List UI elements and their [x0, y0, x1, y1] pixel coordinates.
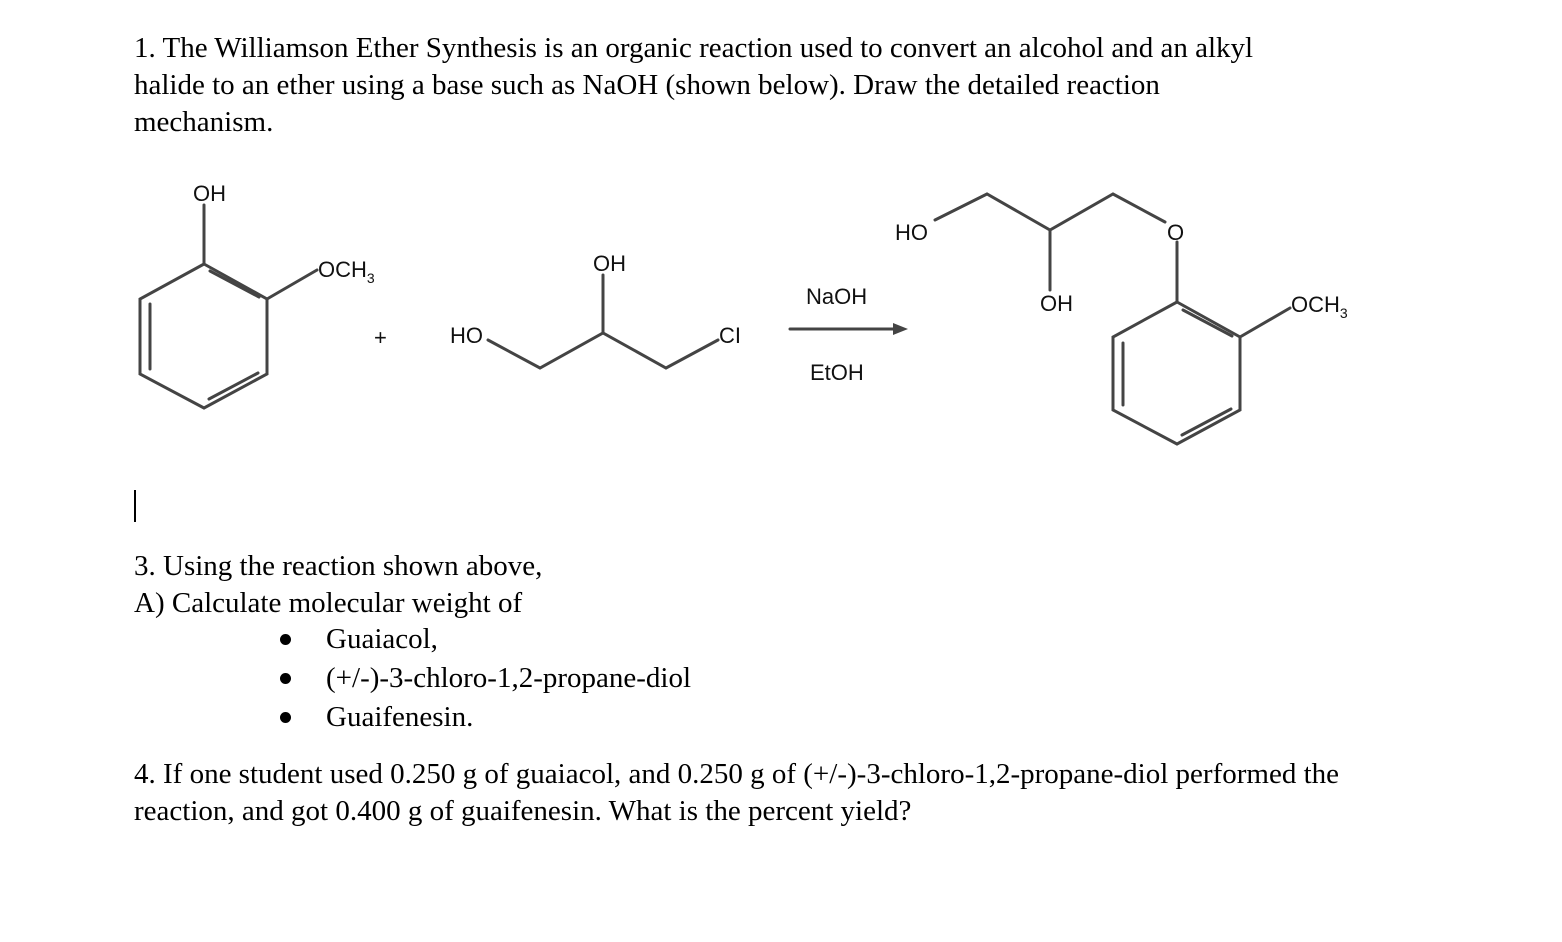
question-3-line-2: A) Calculate molecular weight of — [134, 587, 523, 619]
question-1-line-2: halide to an ether using a base such as NaOH (shown below). Draw the detailed reaction — [134, 69, 1160, 101]
guaifenesin-double-bond-2 — [1183, 310, 1232, 336]
chloropropanediol-ho-label: HO — [450, 323, 483, 348]
text-cursor — [134, 490, 136, 522]
list-item: Guaiacol, — [280, 620, 691, 659]
question-1-line-1: 1. The Williamson Ether Synthesis is an organic reaction used to convert an alcohol and an alkyl — [134, 32, 1254, 64]
guaifenesin-och3-label: $OCH_3$ — [1291, 292, 1348, 321]
question-4 — [134, 756, 1434, 830]
list-item: (+/-)-3-chloro-1,2-propane-diol — [280, 659, 691, 698]
plus-sign: + — [374, 325, 387, 350]
guaifenesin-o-label: O — [1167, 220, 1185, 245]
guaiacol-double-bond-2 — [210, 271, 259, 297]
guaifenesin-och3-bond — [1240, 308, 1290, 337]
question-4-line-2: reaction, and got 0.400 g of guaifenesin. What is the percent yield? — [134, 795, 912, 827]
question-4-line-1: 4. If one student used 0.250 g of guaiacol, and 0.250 g of (+/-)-3-chloro-1,2-propane-diol performed the — [134, 758, 1340, 790]
chloropropanediol-chain — [488, 333, 718, 368]
chloropropanediol-oh-label: OH — [593, 251, 626, 276]
guaifenesin-ho-label: HO — [895, 220, 928, 245]
question-1-line-3: mechanism. — [134, 106, 274, 138]
reaction-arrow-head — [893, 323, 908, 335]
guaiacol-double-bond-3 — [209, 373, 258, 399]
question-3 — [134, 548, 542, 622]
reagent-etoh: EtOH — [810, 360, 864, 385]
chloropropanediol-cl-label: CI — [719, 323, 741, 348]
guaifenesin-benzene-ring — [1113, 302, 1240, 444]
list-item: Guaifenesin. — [280, 698, 691, 737]
guaifenesin-chain — [935, 194, 1165, 230]
guaifenesin-oh-label: OH — [1040, 291, 1073, 316]
question-3-line-1: 3. Using the reaction shown above, — [134, 550, 543, 582]
guaiacol-och3-bond — [267, 270, 317, 299]
guaiacol-benzene-ring — [140, 264, 267, 408]
guaiacol-oh-label: OH — [193, 181, 226, 206]
guaiacol-och3-label: $OCH_3$ — [318, 257, 375, 286]
molecule-list — [280, 620, 691, 737]
reagent-naoh: NaOH — [806, 284, 868, 309]
guaifenesin-double-bond-3 — [1182, 409, 1231, 435]
